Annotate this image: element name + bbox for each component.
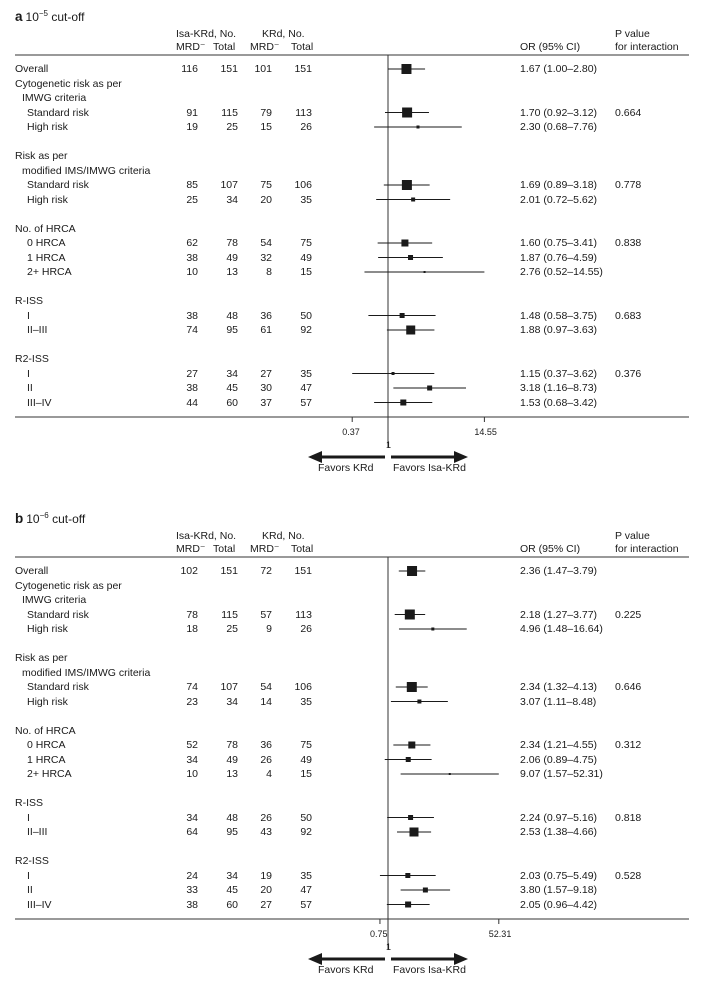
cell-a-total: 60 — [226, 898, 238, 911]
cell-a-mrd: 33 — [186, 884, 198, 896]
cell-or-ci: 4.96 (1.48–16.64) — [520, 623, 603, 635]
group-label: No. of HRCA — [15, 724, 76, 737]
row-label: I — [27, 869, 30, 882]
row-label: High risk — [27, 193, 68, 206]
row-label: II — [27, 382, 33, 394]
row-label: High risk — [27, 121, 68, 133]
cell-or-ci: 3.80 (1.57–9.18) — [520, 884, 598, 896]
cell-or-ci: 1.15 (0.37–3.62) — [520, 367, 598, 380]
cell-b-total: 26 — [300, 623, 312, 635]
cell-b-mrd: 27 — [260, 898, 272, 911]
cell-a-total: 95 — [226, 826, 238, 838]
cell-or-ci: 2.34 (1.32–4.13) — [520, 681, 598, 693]
cell-b-total: 113 — [295, 608, 312, 621]
cell-p-value: 0.528 — [615, 869, 642, 882]
group-label: No. of HRCA — [15, 222, 76, 235]
cell-b-total: 35 — [300, 869, 312, 882]
cell-or-ci: 2.36 (1.47–3.79) — [520, 565, 598, 577]
cell-b-mrd: 30 — [260, 382, 272, 394]
cell-a-mrd: 19 — [186, 121, 198, 133]
row-label: I — [27, 367, 30, 380]
cell-p-value: 0.225 — [615, 608, 642, 621]
cell-or-ci: 1.67 (1.00–2.80) — [520, 63, 598, 75]
group-label: R2-ISS — [15, 353, 49, 365]
header-total-b: Total — [291, 543, 314, 555]
cell-a-total: 151 — [220, 565, 238, 577]
header-p-line2: for interaction — [615, 41, 679, 53]
or-point-box — [406, 757, 411, 762]
row-label: 0 HRCA — [27, 739, 66, 751]
cell-b-total: 106 — [294, 179, 312, 191]
cell-p-value: 0.838 — [615, 237, 642, 249]
row-label: II–III — [27, 826, 48, 838]
cell-b-mrd: 8 — [266, 266, 272, 278]
group-label: modified IMS/IMWG criteria — [22, 666, 151, 679]
cell-a-total: 49 — [226, 251, 238, 264]
row-label: III–IV — [27, 396, 52, 409]
row-label: High risk — [27, 623, 68, 635]
or-point-box — [407, 682, 417, 692]
title-rest: cut-off — [48, 512, 86, 526]
cell-or-ci: 2.76 (0.52–14.55) — [520, 266, 603, 278]
cell-or-ci: 1.53 (0.68–3.42) — [520, 396, 598, 409]
cell-a-mrd: 85 — [186, 179, 198, 191]
cell-a-mrd: 24 — [186, 869, 198, 882]
header-p-line1: P value — [615, 530, 650, 542]
cell-a-mrd: 64 — [186, 826, 198, 838]
header-isakrd: Isa-KRd, No. — [176, 28, 237, 40]
cell-b-mrd: 37 — [260, 396, 272, 409]
cell-a-total: 48 — [226, 811, 238, 824]
or-point-box — [417, 700, 421, 704]
cell-b-total: 75 — [300, 739, 312, 751]
cell-a-total: 49 — [226, 753, 238, 766]
row-label: Standard risk — [27, 106, 89, 119]
cell-b-total: 15 — [300, 768, 312, 780]
cell-a-total: 34 — [226, 367, 238, 380]
group-label: Cytogenetic risk as per — [15, 579, 122, 592]
or-point-box — [408, 815, 413, 820]
cell-b-total: 151 — [294, 63, 312, 75]
cell-a-total: 115 — [221, 608, 238, 621]
cell-b-total: 50 — [300, 811, 312, 824]
row-label: 0 HRCA — [27, 237, 66, 249]
cell-b-mrd: 36 — [260, 739, 272, 751]
or-point-box — [423, 888, 428, 893]
cell-a-total: 25 — [226, 121, 238, 133]
row-label: High risk — [27, 695, 68, 708]
cell-b-mrd: 75 — [260, 179, 272, 191]
cell-p-value: 0.664 — [615, 106, 642, 119]
group-label: modified IMS/IMWG criteria — [22, 164, 151, 177]
cell-p-value: 0.646 — [615, 681, 642, 693]
row-label: 1 HRCA — [27, 753, 66, 766]
cell-b-mrd: 54 — [260, 237, 272, 249]
row-label: II–III — [27, 324, 48, 336]
cell-b-mrd: 54 — [260, 681, 272, 693]
or-point-box — [401, 64, 411, 74]
cell-or-ci: 2.18 (1.27–3.77) — [520, 608, 598, 621]
header-mrd-a: MRD⁻ — [176, 543, 206, 555]
cell-or-ci: 1.48 (0.58–3.75) — [520, 309, 598, 322]
cell-b-mrd: 14 — [260, 695, 272, 708]
or-point-box — [427, 386, 432, 391]
cell-or-ci: 2.01 (0.72–5.62) — [520, 193, 598, 206]
cell-a-mrd: 10 — [186, 768, 198, 780]
cell-b-total: 47 — [300, 884, 312, 896]
cell-a-total: 151 — [220, 63, 238, 75]
row-label: II — [27, 884, 33, 896]
cell-or-ci: 2.34 (1.21–4.55) — [520, 739, 598, 751]
header-total-b: Total — [291, 41, 314, 53]
cell-a-mrd: 52 — [186, 739, 198, 751]
header-p-line1: P value — [615, 28, 650, 40]
group-label: Risk as per — [15, 150, 68, 162]
cell-a-mrd: 38 — [186, 382, 198, 394]
cell-or-ci: 1.69 (0.89–3.18) — [520, 179, 598, 191]
or-point-box — [406, 326, 415, 335]
row-label: Standard risk — [27, 179, 89, 191]
cell-a-total: 95 — [226, 324, 238, 336]
cell-b-total: 47 — [300, 382, 312, 394]
axis-ref-label: 1 — [386, 942, 392, 952]
cell-a-mrd: 23 — [186, 695, 198, 708]
cell-a-mrd: 116 — [181, 63, 198, 75]
cell-b-total: 92 — [300, 324, 312, 336]
axis-tick-label: 14.55 — [474, 427, 497, 437]
cell-a-mrd: 27 — [186, 367, 198, 380]
cell-a-mrd: 38 — [186, 898, 198, 911]
row-label: 2+ HRCA — [27, 266, 72, 278]
title-base: 10 — [25, 10, 39, 24]
cell-a-mrd: 78 — [186, 608, 198, 621]
axis-ref-label: 1 — [386, 440, 392, 450]
header-or: OR (95% CI) — [520, 41, 581, 53]
panel-letter: a — [15, 9, 23, 24]
cell-p-value: 0.818 — [615, 811, 642, 824]
cell-a-total: 107 — [220, 681, 238, 693]
cell-b-total: 35 — [300, 367, 312, 380]
header-total-a: Total — [213, 543, 236, 555]
row-label: III–IV — [27, 898, 52, 911]
cell-b-mrd: 101 — [254, 63, 272, 75]
or-point-box — [405, 902, 411, 908]
group-label: R-ISS — [15, 797, 44, 809]
cell-a-mrd: 62 — [186, 237, 198, 249]
cell-b-mrd: 61 — [260, 324, 272, 336]
header-mrd-a: MRD⁻ — [176, 41, 206, 53]
cell-a-total: 25 — [226, 623, 238, 635]
row-label: 2+ HRCA — [27, 768, 72, 780]
cell-or-ci: 2.06 (0.89–4.75) — [520, 753, 598, 766]
or-point-box — [409, 828, 418, 837]
cell-b-mrd: 32 — [260, 251, 272, 264]
cell-a-mrd: 102 — [180, 565, 198, 577]
or-point-box — [408, 742, 415, 749]
cell-p-value: 0.778 — [615, 179, 642, 191]
cell-a-mrd: 34 — [186, 811, 198, 824]
favors-krd-label: Favors KRd — [318, 462, 374, 474]
title-base: 10 — [26, 512, 40, 526]
or-point-box — [411, 198, 415, 202]
cell-b-mrd: 19 — [260, 869, 272, 882]
cell-a-total: 45 — [226, 884, 238, 896]
cell-b-mrd: 36 — [260, 309, 272, 322]
cell-b-total: 106 — [294, 681, 312, 693]
or-point-box — [402, 180, 412, 190]
cell-b-mrd: 4 — [266, 768, 272, 780]
or-point-box — [400, 400, 406, 406]
cell-a-mrd: 38 — [186, 251, 198, 264]
cell-p-value: 0.312 — [615, 739, 642, 751]
axis-tick-label: 0.75 — [369, 929, 388, 939]
cell-a-mrd: 10 — [186, 266, 198, 278]
cell-b-total: 113 — [295, 106, 312, 119]
row-label: Overall — [15, 63, 49, 75]
cell-a-total: 34 — [226, 869, 238, 882]
cell-or-ci: 9.07 (1.57–52.31) — [520, 768, 603, 780]
row-label: Standard risk — [27, 608, 89, 621]
cell-a-total: 13 — [226, 266, 238, 278]
or-point-box — [424, 271, 426, 273]
cell-a-total: 107 — [220, 179, 238, 191]
cell-b-total: 151 — [294, 565, 312, 577]
row-label: 1 HRCA — [27, 251, 66, 264]
cell-a-mrd: 91 — [186, 106, 198, 119]
cell-or-ci: 2.53 (1.38–4.66) — [520, 826, 598, 838]
favors-isakrd-label: Favors Isa-KRd — [393, 964, 466, 976]
row-label: Standard risk — [27, 681, 89, 693]
group-label: IMWG criteria — [22, 594, 87, 606]
cell-or-ci: 2.03 (0.75–5.49) — [520, 869, 598, 882]
or-point-box — [402, 108, 412, 118]
cell-b-total: 49 — [300, 251, 312, 264]
cell-a-total: 78 — [226, 237, 238, 249]
header-krd: KRd, No. — [262, 530, 305, 542]
cell-b-mrd: 20 — [260, 193, 272, 206]
header-or: OR (95% CI) — [520, 543, 581, 555]
header-krd: KRd, No. — [262, 28, 305, 40]
cell-or-ci: 1.70 (0.92–3.12) — [520, 106, 598, 119]
cell-p-value: 0.376 — [615, 367, 642, 380]
or-point-box — [408, 255, 413, 260]
cell-or-ci: 2.30 (0.68–7.76) — [520, 121, 598, 133]
cell-b-mrd: 26 — [260, 811, 272, 824]
cell-or-ci: 1.60 (0.75–3.41) — [520, 237, 598, 249]
header-p-line2: for interaction — [615, 543, 679, 555]
cell-b-mrd: 9 — [266, 623, 272, 635]
cell-a-total: 45 — [226, 382, 238, 394]
cell-a-total: 48 — [226, 309, 238, 322]
cell-b-total: 57 — [300, 396, 312, 409]
cell-b-total: 92 — [300, 826, 312, 838]
cell-or-ci: 3.18 (1.16–8.73) — [520, 382, 598, 394]
cell-b-total: 75 — [300, 237, 312, 249]
cell-a-total: 115 — [221, 106, 238, 119]
cell-a-mrd: 74 — [186, 324, 198, 336]
title-rest: cut-off — [48, 10, 85, 24]
cell-or-ci: 2.24 (0.97–5.16) — [520, 811, 598, 824]
title-exponent: −6 — [39, 511, 49, 520]
cell-b-mrd: 57 — [260, 608, 272, 621]
cell-a-mrd: 38 — [186, 309, 198, 322]
or-point-box — [400, 313, 405, 318]
panel-letter: b — [15, 511, 24, 526]
cell-b-total: 57 — [300, 898, 312, 911]
cell-b-mrd: 20 — [260, 884, 272, 896]
cell-b-mrd: 72 — [260, 565, 272, 577]
cell-b-total: 26 — [300, 121, 312, 133]
axis-tick-label: 52.31 — [488, 929, 512, 939]
header-isakrd: Isa-KRd, No. — [176, 530, 237, 542]
group-label: IMWG criteria — [22, 92, 87, 104]
cell-a-total: 34 — [226, 193, 238, 206]
cell-or-ci: 1.88 (0.97–3.63) — [520, 324, 598, 336]
cell-b-total: 15 — [300, 266, 312, 278]
cell-a-total: 78 — [226, 739, 238, 751]
or-point-box — [416, 126, 419, 129]
axis-tick-label: 0.37 — [342, 427, 360, 437]
cell-or-ci: 1.87 (0.76–4.59) — [520, 251, 598, 264]
cell-b-total: 35 — [300, 193, 312, 206]
cell-b-total: 50 — [300, 309, 312, 322]
favors-isakrd-label: Favors Isa-KRd — [393, 462, 466, 474]
header-mrd-b: MRD⁻ — [250, 543, 280, 555]
title-exponent: −5 — [38, 9, 48, 18]
row-label: I — [27, 811, 30, 824]
group-label: Risk as per — [15, 652, 68, 664]
or-point-box — [431, 628, 434, 631]
group-label: Cytogenetic risk as per — [15, 77, 122, 90]
cell-a-total: 60 — [226, 396, 238, 409]
group-label: R2-ISS — [15, 855, 49, 867]
cell-a-mrd: 74 — [186, 681, 198, 693]
or-point-box — [405, 873, 410, 878]
cell-a-mrd: 44 — [186, 396, 198, 409]
cell-b-total: 49 — [300, 753, 312, 766]
or-point-box — [405, 610, 415, 620]
or-point-box — [407, 566, 417, 576]
or-point-box — [449, 773, 451, 775]
header-mrd-b: MRD⁻ — [250, 41, 280, 53]
or-point-box — [401, 240, 408, 247]
cell-b-mrd: 27 — [260, 367, 272, 380]
cell-p-value: 0.683 — [615, 309, 642, 322]
cell-b-mrd: 15 — [260, 121, 272, 133]
cell-a-mrd: 34 — [186, 753, 198, 766]
or-point-box — [392, 372, 395, 375]
favors-krd-label: Favors KRd — [318, 964, 374, 976]
cell-b-total: 35 — [300, 695, 312, 708]
cell-b-mrd: 26 — [260, 753, 272, 766]
cell-or-ci: 2.05 (0.96–4.42) — [520, 898, 598, 911]
cell-a-mrd: 18 — [186, 623, 198, 635]
group-label: R-ISS — [15, 295, 44, 307]
cell-a-total: 13 — [226, 768, 238, 780]
cell-a-total: 34 — [226, 695, 238, 708]
cell-a-mrd: 25 — [186, 193, 198, 206]
cell-b-mrd: 79 — [260, 106, 272, 119]
row-label: Overall — [15, 565, 49, 577]
cell-b-mrd: 43 — [260, 826, 272, 838]
cell-or-ci: 3.07 (1.11–8.48) — [520, 695, 597, 708]
header-total-a: Total — [213, 41, 236, 53]
row-label: I — [27, 309, 30, 322]
